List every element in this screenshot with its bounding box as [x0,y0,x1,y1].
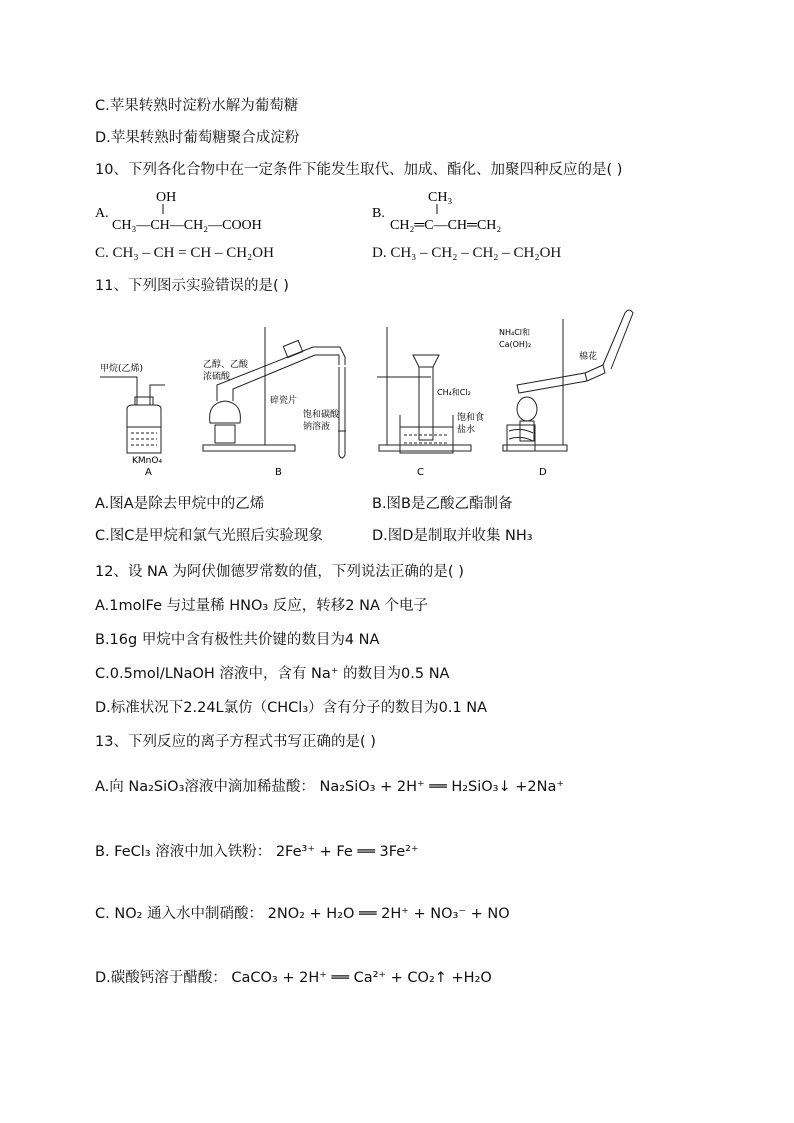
q12-stem: 12、设 NA 为阿伏伽德罗常数的值，下列说法正确的是( ) [95,564,464,580]
q12-option-d: D.标准状况下2.24L氯仿（CHCl₃）含有分子的数目为0.1 NA [95,700,488,716]
figure-d-reagent-label-2: Ca(OH)₂ [499,340,532,349]
figure-d-reagent-label-1: NH₄Cl和 [499,328,531,337]
figure-d-caption: D [539,467,547,478]
q11-apparatus-figure [95,305,695,485]
q13-option-c: C. NO₂ 通入水中制硝酸： 2NO₂ + H₂O ══ 2H⁺ + NO₃⁻ + NO [95,906,510,922]
figure-d-cotton-label: 棉花 [579,352,598,362]
figure-c-brine-label-2: 盐水 [457,425,476,435]
q10-option-a-label: A. [95,206,109,221]
q11-option-a: A.图A是除去甲烷中的乙烯 [95,496,265,512]
q10-option-c: C. CH₃ – CH = CH – CH₂OH [95,245,274,261]
q11-stem: 11、下列图示实验错误的是( ) [95,278,289,294]
q11-option-c: C.图C是甲烷和氯气光照后实验现象 [95,528,323,544]
q12-option-a: A.1molFe 与过量稀 HNO₃ 反应，转移2 NA 个电子 [95,598,429,614]
figure-a-caption: A [145,467,152,478]
q11-option-b: B.图B是乙酸乙酯制备 [372,496,513,512]
q13-stem: 13、下列反应的离子方程式书写正确的是( ) [95,734,376,750]
figure-c-brine-label-1: 饱和食 [457,413,485,423]
figure-b-solution-label-2: 钠溶液 [303,422,331,432]
q10-option-b-ch3: CH₃ [428,190,453,205]
figure-b-ester-setup [203,327,346,458]
q10-option-b-structure [368,186,668,236]
q10-option-b-label: B. [372,206,385,221]
q11-option-d: D.图D是制取并收集 NH₃ [372,528,533,544]
q10-option-a-oh: OH [156,190,177,205]
q9-option-d: D.苹果转熟时葡萄糖聚合成淀粉 [95,130,300,146]
figure-b-solution-label-1: 饱和碳酸 [303,410,340,420]
q12-option-b: B.16g 甲烷中含有极性共价键的数目为4 NA [95,632,380,648]
q13-option-d: D.碳酸钙溶于醋酸： CaCO₃ + 2H⁺ ══ Ca²⁺ + CO₂↑ +H₂O [95,970,492,986]
figure-c-caption: C [417,467,424,478]
figure-b-caption: B [275,467,282,478]
figure-a-wash-bottle [100,377,165,453]
q9-option-c: C.苹果转熟时淀粉水解为葡萄糖 [95,98,299,114]
q13-option-b: B. FeCl₃ 溶液中加入铁粉： 2Fe³⁺ + Fe ══ 3Fe²⁺ [95,844,419,860]
figure-b-reagent-label-1: 乙醇、乙酸 [203,360,249,370]
figure-a-gas-label: 甲烷(乙烯) [100,364,144,374]
q12-option-c: C.0.5mol/LNaOH 溶液中，含有 Na⁺ 的数目为0.5 NA [95,666,450,682]
q10-option-b-chain: CH₂═C—CH═CH₂ [390,218,502,233]
figure-b-reagent-label-2: 浓硫酸 [203,372,231,382]
q10-option-a-chain: CH₃—CH—CH₂—COOH [112,218,262,233]
figure-b-chips-label: 碎瓷片 [270,396,298,406]
q10-option-d: D. CH₃ – CH₂ – CH₂ – CH₂OH [372,245,562,261]
q13-option-a: A.向 Na₂SiO₃溶液中滴加稀盐酸： Na₂SiO₃ + 2H⁺ ══ H₂SiO₃↓ +2Na⁺ [95,779,565,795]
figure-c-gas-label: CH₄和Cl₂ [437,388,471,397]
q10-option-a-structure [90,186,390,236]
q10-stem: 10、下列各化合物中在一定条件下能发生取代、加成、酯化、加聚四种反应的是( ) [95,162,623,178]
figure-a-reagent-label: KMnO₄ [132,456,163,466]
